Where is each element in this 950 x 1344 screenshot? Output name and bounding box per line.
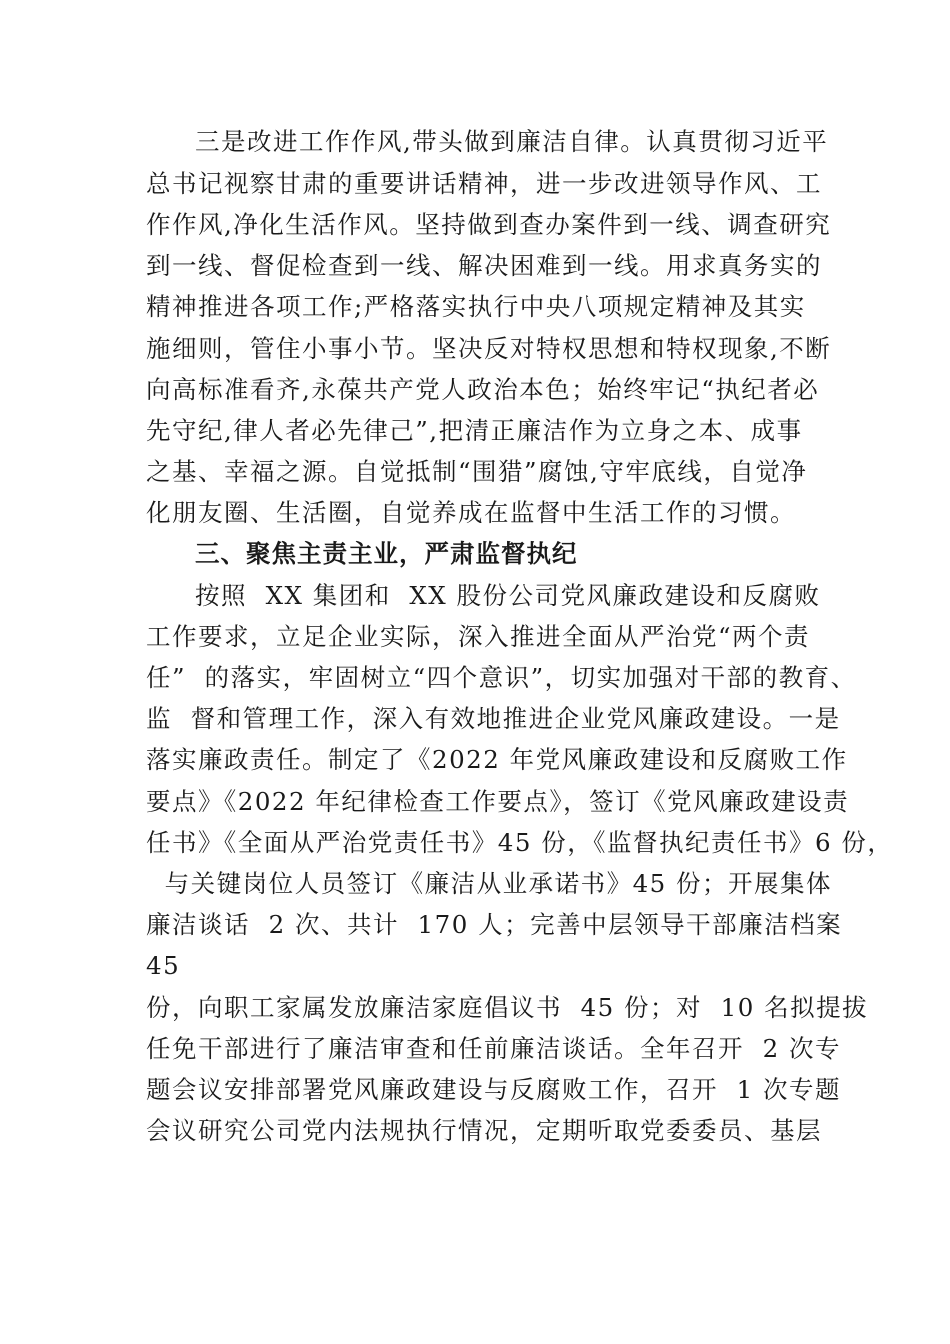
paragraph-line: 化朋友圈、生活圈，自觉养成在监督中生活工作的习惯。 [146, 498, 796, 527]
paragraph-line: 精神推进各项工作;严格落实执行中央八项规定精神及其实 [146, 292, 806, 321]
paragraph-line: 作作风,净化生活作风。坚持做到查办案件到一线、调查研究 [146, 210, 832, 239]
paragraph-line: 任免干部进行了廉洁审查和任前廉洁谈话。全年召开 2 次专 [146, 1034, 841, 1063]
paragraph-line: 与关键岗位人员签订《廉洁从业承诺书》45 份；开展集体 [146, 869, 833, 898]
paragraph-line: 向高标准看齐,永葆共产党人政治本色；始终牢记“执纪者必 [146, 375, 820, 404]
paragraph-line: 落实廉政责任。制定了《2022 年党风廉政建设和反腐败工作 [146, 745, 848, 774]
paragraph-line: 廉洁谈话 2 次、共计 170 人；完善中层领导干部廉洁档案 [146, 910, 843, 939]
paragraph-line: 三是改进工作作风,带头做到廉洁自律。认真贯彻习近平 [195, 127, 829, 156]
paragraph-line: 监 督和管理工作，深入有效地推进企业党风廉政建设。一是 [146, 704, 841, 733]
paragraph-line: 任书》《全面从严治党责任书》45 份，《监督执纪责任书》6 份， [146, 828, 894, 857]
paragraph-line: 先守纪,律人者必先律己”,把清正廉洁作为立身之本、成事 [146, 416, 803, 445]
paragraph-line: 工作要求，立足企业实际，深入推进全面从严治党“两个责 [146, 622, 811, 651]
paragraph-line: 题会议安排部署党风廉政建设与反腐败工作，召开 1 次专题 [146, 1075, 841, 1104]
paragraph-line: 45 [146, 951, 181, 980]
paragraph-line: 施细则，管住小事小节。坚决反对特权思想和特权现象,不断 [146, 334, 832, 363]
paragraph-line: 要点》《2022 年纪律检查工作要点》，签订《党风廉政建设责 [146, 787, 850, 816]
paragraph-line: 会议研究公司党内法规执行情况，定期听取党委委员、基层 [146, 1116, 822, 1145]
paragraph-line: 到一线、督促检查到一线、解决困难到一线。用求真务实的 [146, 251, 822, 280]
paragraph-line: 之基、幸福之源。自觉抵制“围猎”腐蚀,守牢底线，自觉净 [146, 457, 808, 486]
paragraph-line: 按照 XX 集团和 XX 股份公司党风廉政建设和反腐败 [195, 581, 821, 610]
section-heading: 三、聚焦主责主业，严肃监督执纪 [195, 539, 578, 568]
paragraph-line: 任” 的落实，牢固树立“四个意识”，切实加强对干部的教育、 [146, 663, 857, 692]
paragraph-line: 份，向职工家属发放廉洁家庭倡议书 45 份；对 10 名拟提拔 [146, 993, 869, 1022]
paragraph-line: 总书记视察甘肃的重要讲话精神，进一步改进领导作风、工 [146, 169, 822, 198]
